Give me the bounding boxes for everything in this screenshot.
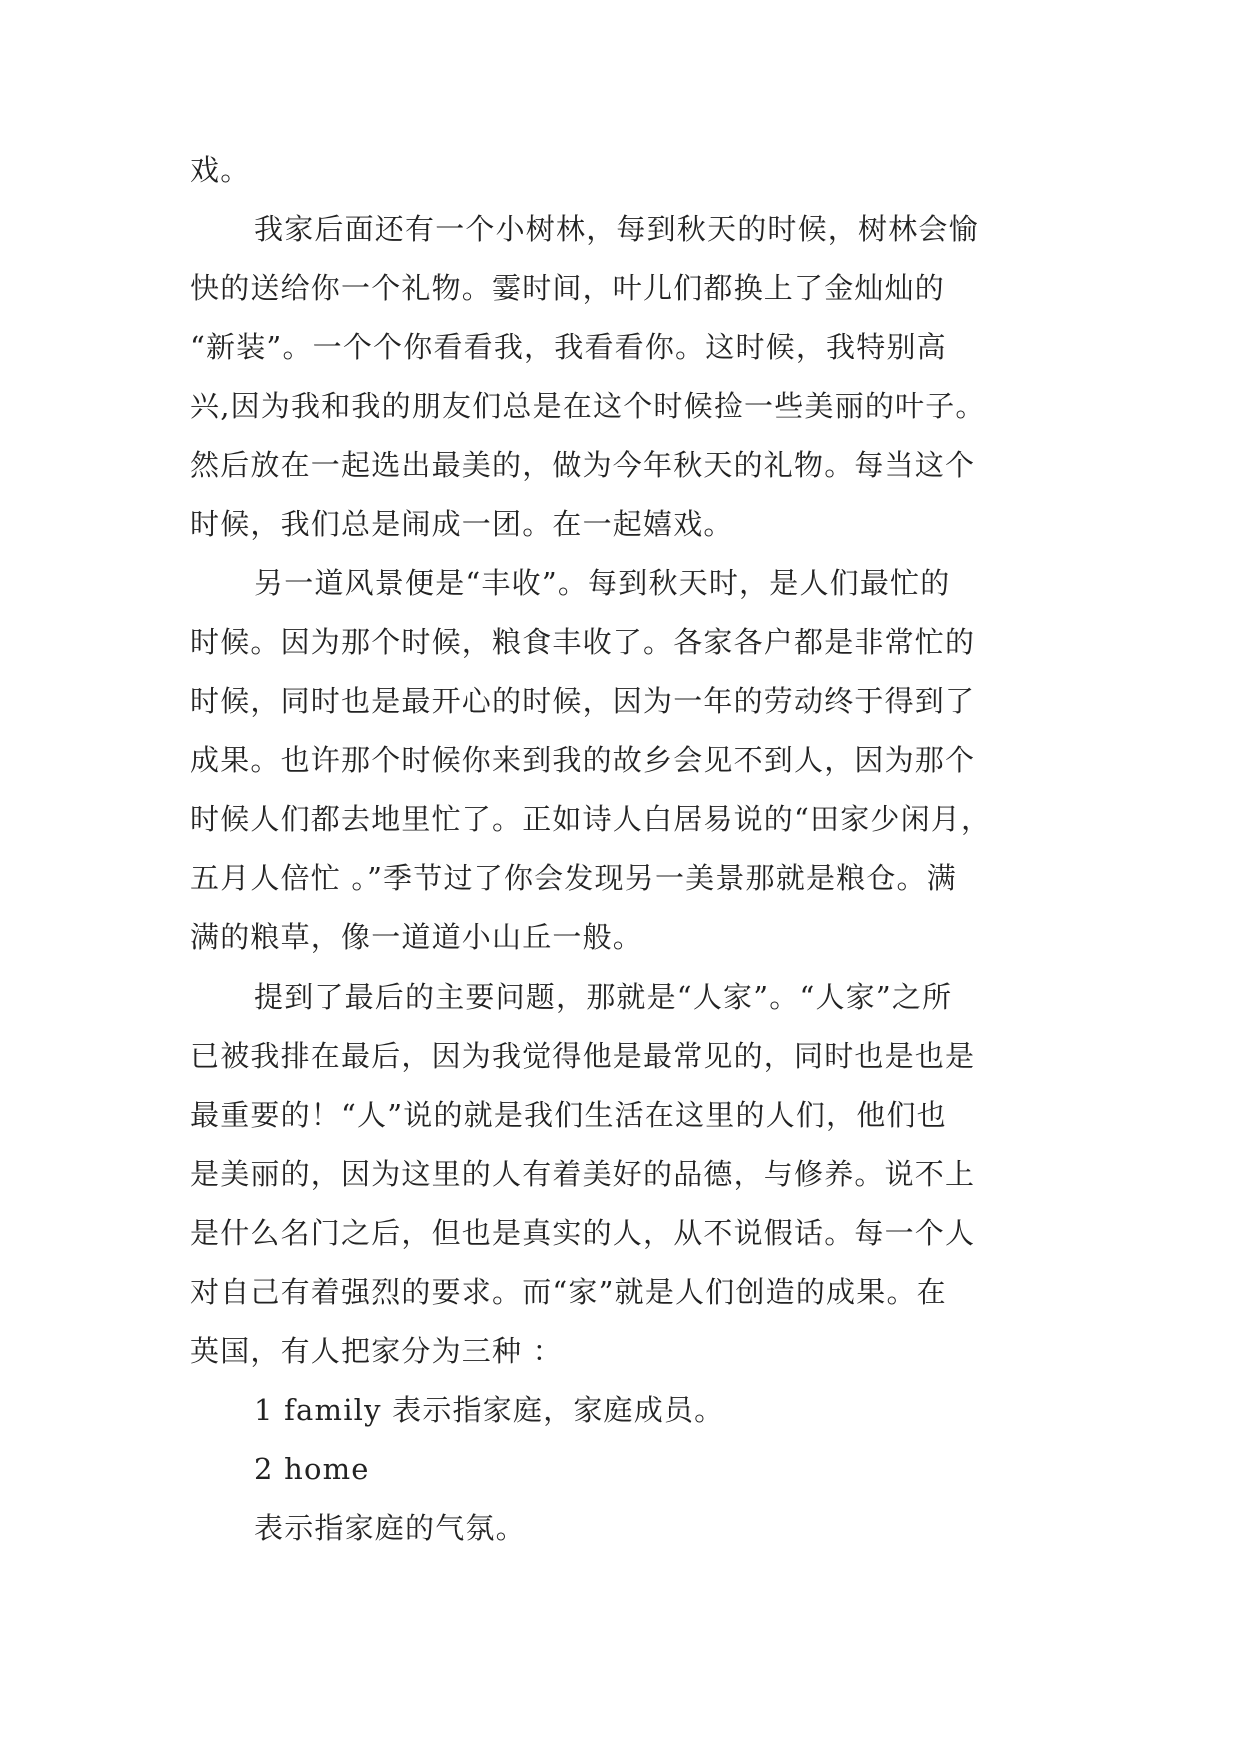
text-line-7: 时候，我们总是闹成一团。在一起嬉戏。 — [190, 507, 734, 541]
text-line-10: 时候，同时也是最开心的时候，因为一年的劳动终于得到了 — [190, 684, 976, 718]
text-line-2: 我家后面还有一个小树林，每到秋天的时候，树林会愉 — [254, 212, 979, 246]
text-line-14: 满的粮草，像一道道小山丘一般。 — [190, 920, 644, 954]
text-line-18: 是美丽的，因为这里的人有着美好的品德，与修养。说不上 — [190, 1157, 976, 1191]
text-line-11: 成果。也许那个时候你来到我的故乡会见不到人，因为那个 — [190, 743, 976, 777]
text-line-5: 兴,因为我和我的朋友们总是在这个时候捡一些美丽的叶子。 — [190, 389, 986, 423]
text-line-22: 1 family 表示指家庭，家庭成员。 — [254, 1393, 725, 1427]
text-line-12: 时候人们都去地里忙了。正如诗人白居易说的“田家少闲月， — [190, 802, 992, 836]
text-line-16: 已被我排在最后，因为我觉得他是最常见的，同时也是也是 — [190, 1039, 976, 1073]
text-line-19: 是什么名门之后，但也是真实的人，从不说假话。每一个人 — [190, 1216, 976, 1250]
text-line-3: 快的送给你一个礼物。霎时间，叶儿们都换上了金灿灿的 — [190, 271, 946, 305]
text-line-13: 五月人倍忙 。”季节过了你会发现另一美景那就是粮仓。满 — [190, 861, 957, 895]
text-line-23: 2 home — [254, 1452, 370, 1486]
text-line-21: 英国，有人把家分为三种 ： — [190, 1334, 563, 1368]
text-line-6: 然后放在一起选出最美的，做为今年秋天的礼物。每当这个 — [190, 448, 976, 482]
text-line-8: 另一道风景便是“丰收”。每到秋天时，是人们最忙的 — [254, 566, 951, 600]
text-line-17: 最重要的！“人”说的就是我们生活在这里的人们，他们也 — [190, 1098, 947, 1132]
text-line-24: 表示指家庭的气氛。 — [254, 1511, 526, 1545]
text-line-20: 对自己有着强烈的要求。而“家”就是人们创造的成果。在 — [190, 1275, 947, 1309]
text-line-9: 时候。因为那个时候，粮食丰收了。各家各户都是非常忙的 — [190, 625, 976, 659]
text-line-15: 提到了最后的主要问题，那就是“人家”。“人家”之所 — [254, 980, 953, 1014]
text-line-4: “新装”。一个个你看看我，我看看你。这时候，我特别高 — [190, 330, 947, 364]
text-line-1: 戏。 — [190, 153, 251, 187]
